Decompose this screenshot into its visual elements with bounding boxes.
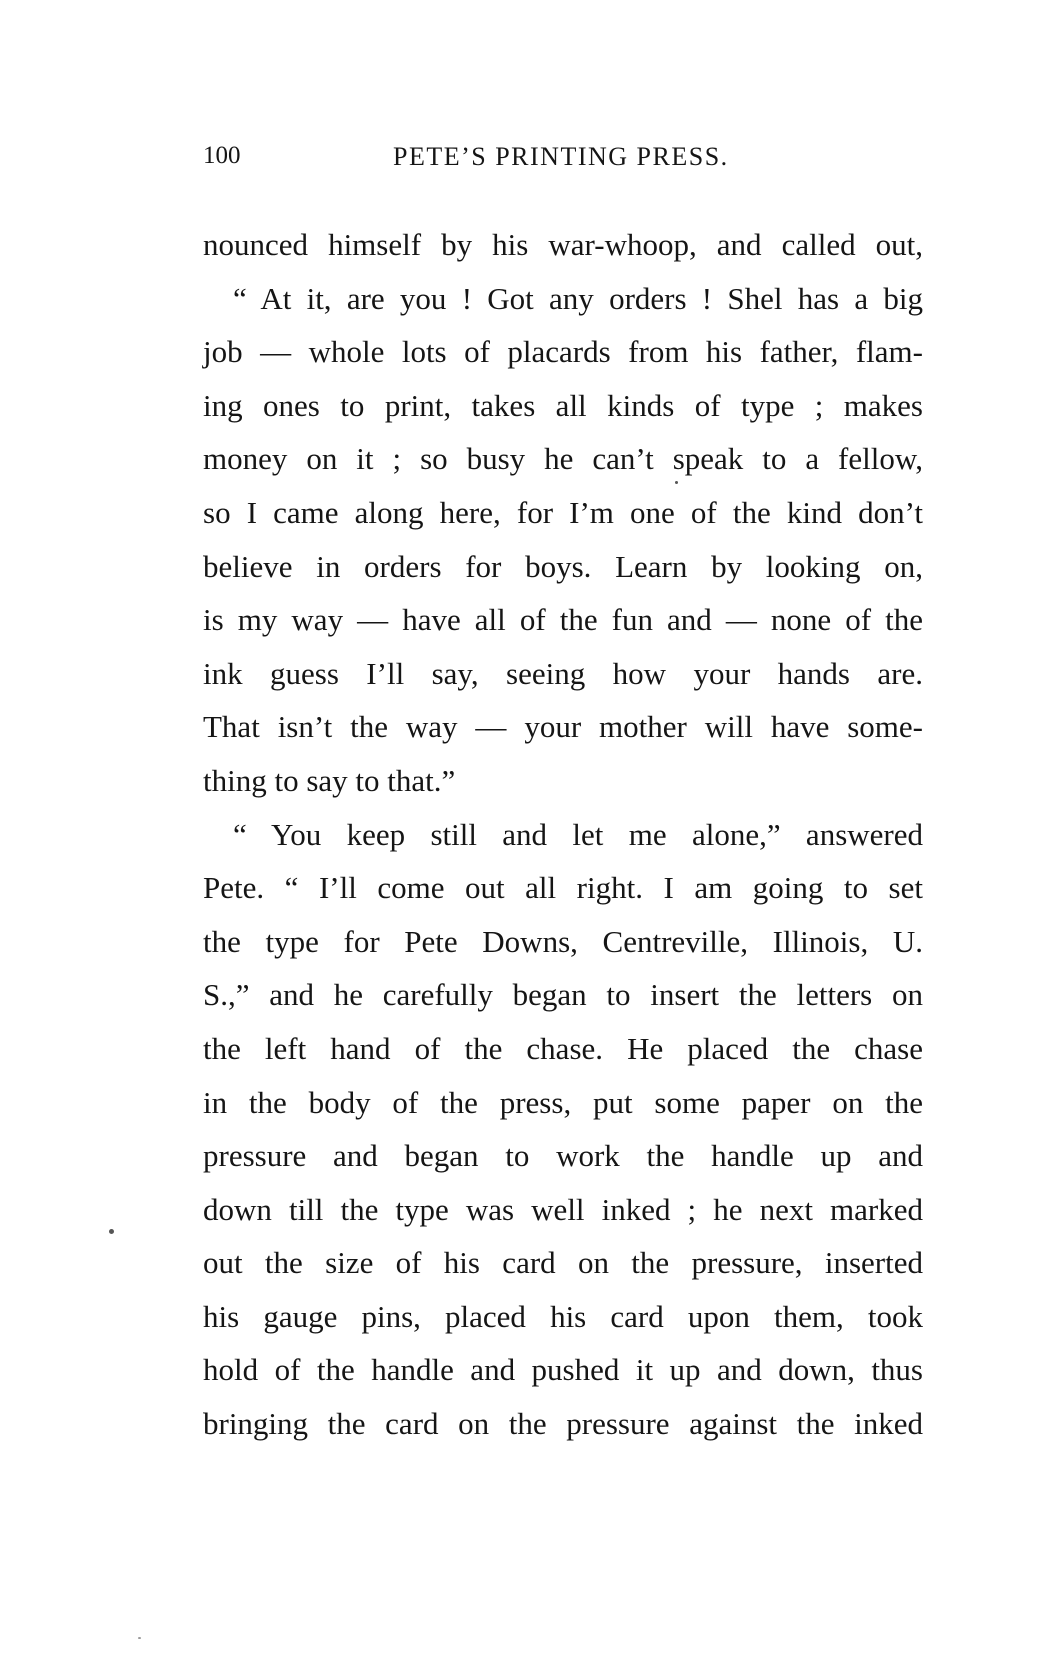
body-text — [203, 218, 923, 1451]
text-line: bringing the card on the pressure against the inked — [203, 1406, 923, 1442]
text-line: his gauge pins, placed his card upon them, took — [203, 1298, 923, 1334]
text-line: thing to say to that.” — [203, 762, 456, 798]
text-line: in the body of the press, put some paper on the — [203, 1084, 923, 1120]
text-line: job — whole lots of placards from his father, flam- — [203, 334, 923, 370]
text-line: ink guess I’ll say, seeing how your hands are. — [203, 655, 923, 691]
text-line: out the size of his card on the pressure, inserted — [203, 1245, 923, 1281]
text-line: “ You keep still and let me alone,” answered — [233, 816, 923, 852]
text-line: is my way — have all of the fun and — none of the — [203, 602, 923, 638]
page-number: 100 — [203, 142, 241, 169]
text-line: the type for Pete Downs, Centreville, Illinois, U. — [203, 923, 923, 959]
text-line: pressure and began to work the handle up and — [203, 1138, 923, 1174]
text-line: That isn’t the way — your mother will have some- — [203, 709, 923, 745]
text-line: down till the type was well inked ; he next marked — [203, 1191, 923, 1227]
running-head — [203, 142, 923, 174]
running-title: PETE’S PRINTING PRESS. — [393, 142, 729, 171]
text-line: Pete. “ I’ll come out all right. I am going to set — [203, 870, 923, 906]
text-line: S.,” and he carefully began to insert the letters on — [203, 977, 923, 1013]
text-line: believe in orders for boys. Learn by looking on, — [203, 548, 923, 584]
text-line: ing ones to print, takes all kinds of type ; makes — [203, 387, 923, 423]
scan-speck — [109, 1229, 114, 1234]
text-line: the left hand of the chase. He placed the chase — [203, 1030, 923, 1066]
scan-speck — [675, 481, 678, 484]
text-line: so I came along here, for I’m one of the kind don’t — [203, 494, 923, 530]
scan-speck — [138, 1637, 141, 1639]
text-line: hold of the handle and pushed it up and down, thus — [203, 1352, 923, 1388]
text-line: money on it ; so busy he can’t speak to a fellow, — [203, 441, 923, 477]
text-line: “ At it, are you ! Got any orders ! Shel has a big — [233, 280, 923, 316]
text-line: nounced himself by his war-whoop, and called out, — [203, 227, 923, 262]
